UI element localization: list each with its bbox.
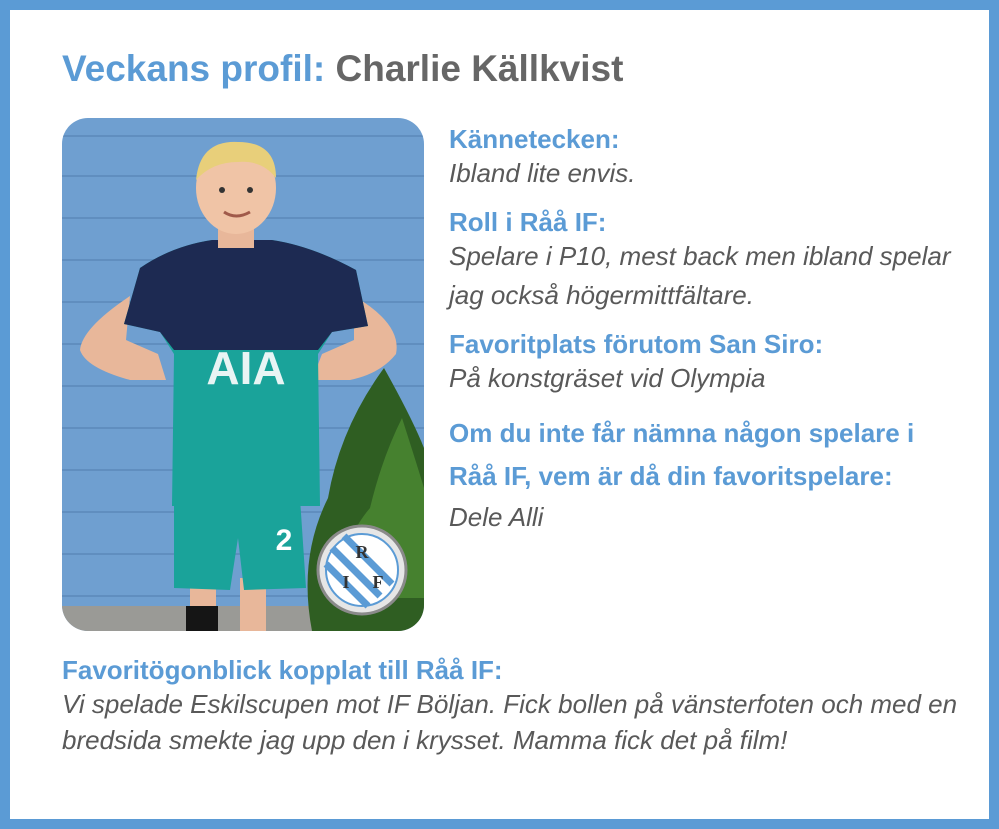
- question-favorite-player: Om du inte får nämna någon spelare i Råå IF, vem är då din favoritspelare:: [449, 418, 915, 491]
- question-favorite-place: Favoritplats förutom San Siro:: [449, 329, 824, 359]
- answer-role: Spelare i P10, mest back men ibland spelar jag också högermittfältare.: [449, 241, 951, 310]
- page-title: [62, 48, 623, 90]
- answer-favorite-moment: Vi spelade Eskilscupen mot IF Böljan. Fick bollen på vänsterfoten och med en bredsida smekte jag upp den i krysset. Mamma fick det på film!: [62, 689, 958, 755]
- badge-letter-f: F: [372, 572, 384, 592]
- badge-letter-r: R: [355, 542, 369, 562]
- question-trait: Kännetecken:: [449, 124, 620, 154]
- shirt-text: AIA: [206, 342, 286, 394]
- question-role: Roll i Råå IF:: [449, 207, 607, 237]
- player-photo: [62, 118, 424, 631]
- answer-favorite-player: Dele Alli: [449, 502, 544, 532]
- player-name: Charlie Källkvist: [335, 48, 624, 89]
- badge-letter-i: I: [342, 572, 350, 592]
- club-badge-icon: [318, 526, 406, 614]
- qa-column: [449, 124, 969, 537]
- shorts-number: 2: [275, 524, 293, 557]
- answer-favorite-place: På konstgräset vid Olympia: [449, 363, 766, 393]
- favorite-moment: [62, 654, 982, 758]
- title-lead: Veckans profil:: [62, 48, 326, 89]
- answer-trait: Ibland lite envis.: [449, 158, 636, 188]
- question-favorite-moment: Favoritögonblick kopplat till Råå IF:: [62, 655, 503, 685]
